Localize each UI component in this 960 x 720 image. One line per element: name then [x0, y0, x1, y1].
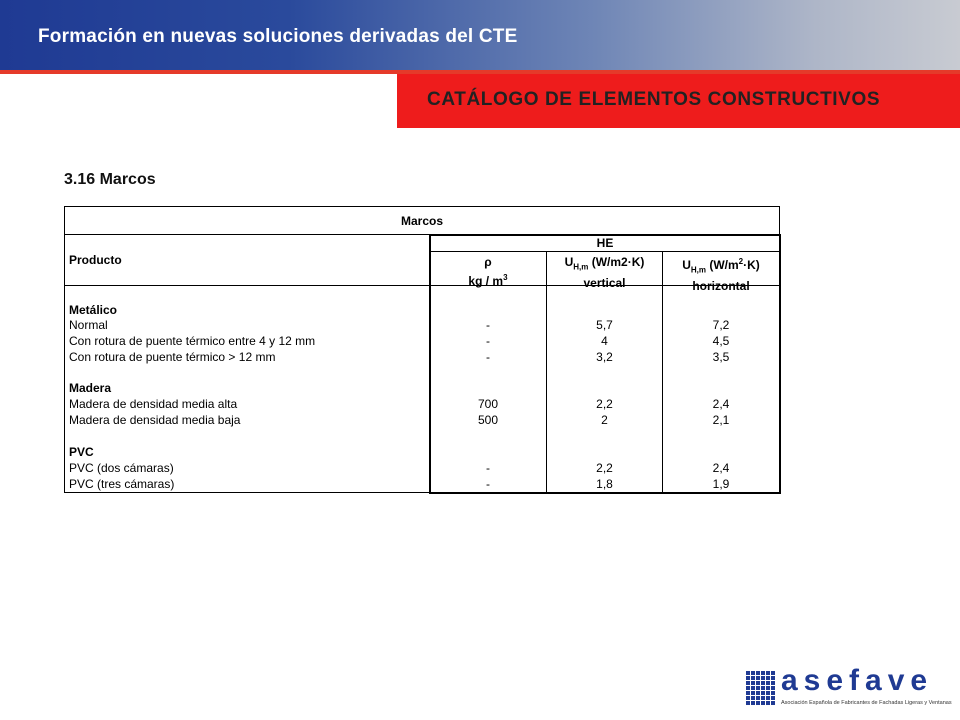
logo-wordmark: asefave [781, 664, 934, 697]
u-horizontal-symbol [663, 254, 779, 278]
group-label-pvc: PVC [69, 445, 94, 459]
u-horizontal-unit-b: ·K) [743, 258, 760, 272]
column-header-u-horizontal [663, 254, 779, 294]
column-header-density [430, 254, 546, 289]
section-banner [397, 74, 960, 128]
row-density: - [486, 350, 490, 364]
density-symbol: ρ [484, 255, 492, 269]
row-density: 700 [477, 397, 499, 411]
table-caption: Marcos [400, 214, 444, 228]
u-vertical-label: vertical [583, 276, 626, 291]
density-unit-exponent: 3 [503, 273, 508, 282]
row-density: - [486, 318, 490, 332]
asefave-logo [745, 664, 952, 710]
row-u-vertical: 4 [601, 334, 608, 348]
u-horizontal-label: horizontal [692, 279, 750, 294]
density-unit-text: kg / m [468, 274, 504, 288]
table-border [64, 492, 430, 493]
row-u-horizontal: 2,1 [712, 413, 730, 427]
table-border [64, 206, 780, 207]
row-product: PVC (dos cámaras) [69, 461, 174, 475]
column-header-u-vertical [547, 254, 662, 291]
row-product: Madera de densidad media alta [69, 397, 238, 411]
section-title: 3.16 Marcos [64, 171, 156, 188]
header-bar [0, 0, 960, 72]
row-product: PVC (tres cámaras) [69, 477, 175, 491]
header-title: Formación en nuevas soluciones derivadas del CTE [38, 26, 518, 47]
table-border [64, 285, 430, 286]
logo-tagline: Asociación Española de Fabricantes de Fachadas Ligeras y Ventanas [781, 700, 952, 706]
table-border [429, 492, 781, 494]
column-header-product: Producto [69, 253, 122, 267]
row-u-horizontal: 1,9 [712, 477, 730, 491]
row-product: Con rotura de puente térmico > 12 mm [69, 350, 276, 364]
row-u-horizontal: 2,4 [712, 461, 730, 475]
row-u-horizontal: 7,2 [712, 318, 730, 332]
row-density: 500 [477, 413, 499, 427]
row-product: Normal [69, 318, 108, 332]
u-vertical-symbol [547, 254, 662, 275]
group-label-madera: Madera [69, 381, 112, 395]
row-u-vertical: 3,2 [596, 350, 613, 364]
row-product: Madera de densidad media baja [69, 413, 241, 427]
row-product: Con rotura de puente térmico entre 4 y 12 mm [69, 334, 316, 348]
row-u-vertical: 5,7 [596, 318, 613, 332]
row-u-horizontal: 4,5 [712, 334, 730, 348]
u-horizontal-unit-a: (W/m [709, 258, 739, 272]
group-header: HE [596, 236, 614, 250]
row-u-vertical: 2,2 [596, 461, 613, 475]
row-u-vertical: 2,2 [596, 397, 613, 411]
row-u-horizontal: 2,4 [712, 397, 730, 411]
row-u-vertical: 1,8 [596, 477, 613, 491]
u-vertical-subscript: H,m [573, 262, 589, 272]
table-border [779, 234, 781, 494]
table-border [64, 206, 65, 493]
u-horizontal-u: U [682, 258, 691, 272]
group-label-metalico: Metálico [69, 303, 118, 317]
u-vertical-unit: (W/m2·K) [591, 255, 645, 269]
row-density: - [486, 477, 490, 491]
row-density: - [486, 461, 490, 475]
u-horizontal-subscript: H,m [690, 265, 706, 275]
table-border [430, 251, 780, 252]
row-u-vertical: 2 [601, 413, 608, 427]
density-unit [430, 270, 546, 289]
marcos-table [64, 206, 780, 493]
u-vertical-u: U [564, 255, 574, 269]
row-density: - [486, 334, 490, 348]
logo-grid-icon [745, 670, 775, 706]
banner-title: CATÁLOGO DE ELEMENTOS CONSTRUCTIVOS [427, 89, 881, 110]
u-horizontal-exponent: 2 [738, 257, 744, 266]
row-u-horizontal: 3,5 [712, 350, 730, 364]
